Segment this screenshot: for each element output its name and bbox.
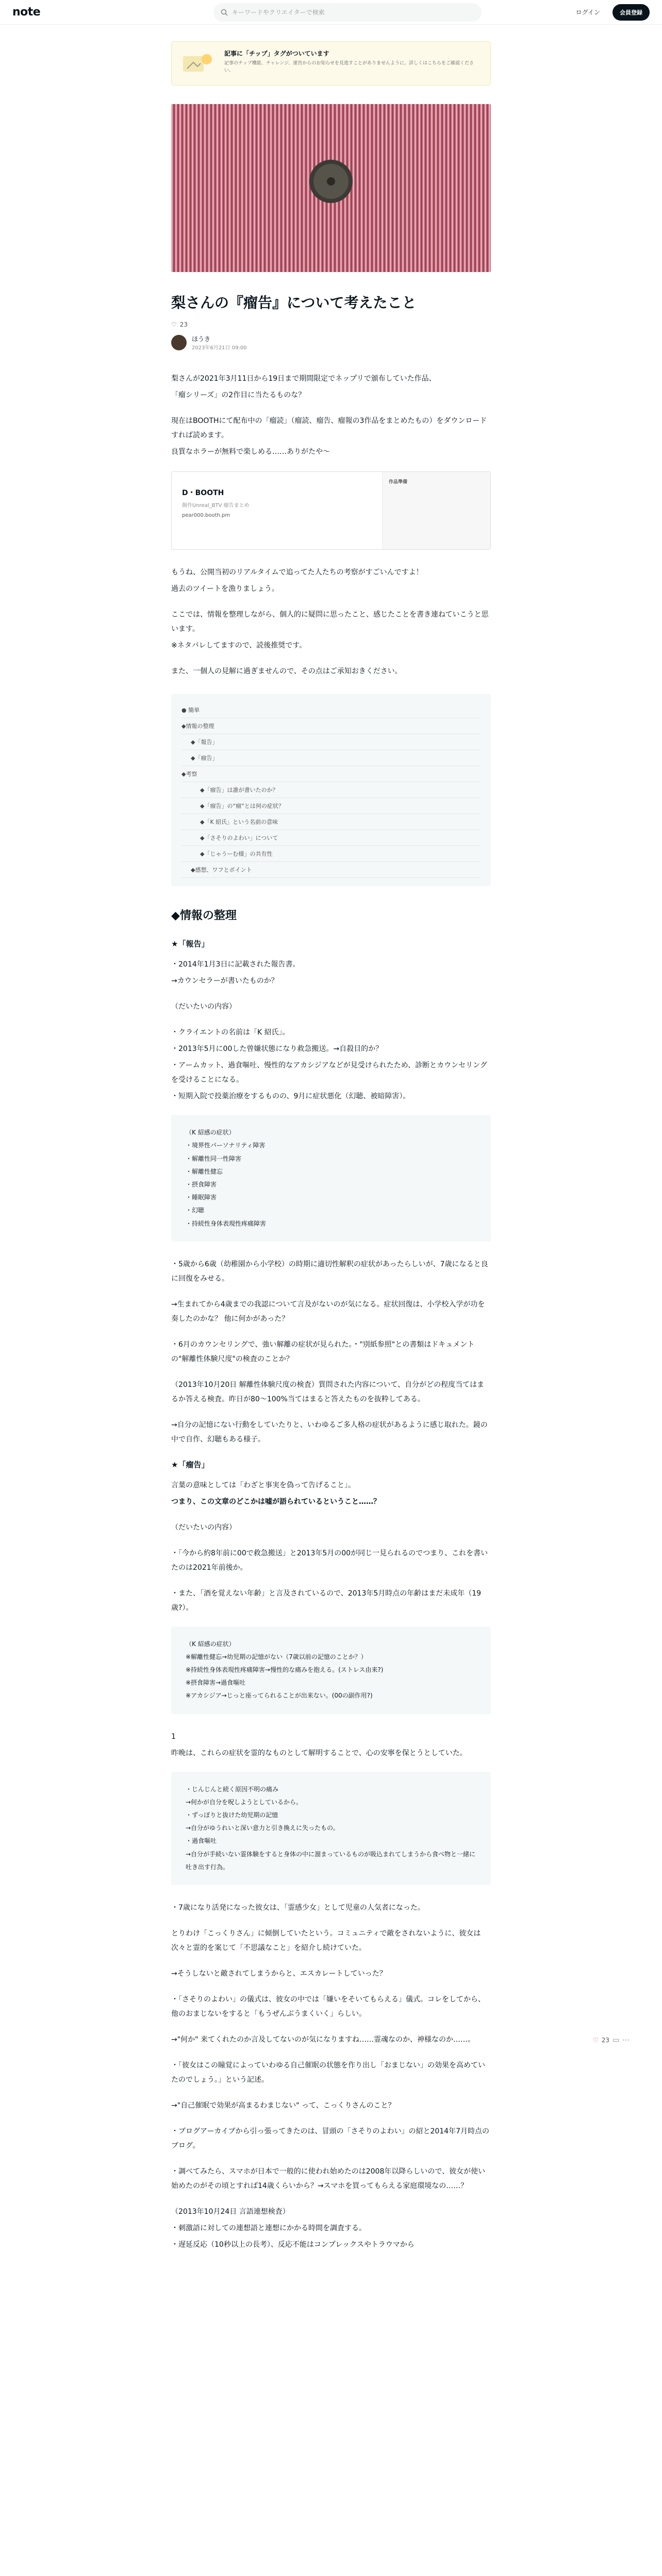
paragraph: 昨晩は、これらの症状を霊的なものとして解明することで、心の安寧を保とうとしていた。 [171,1749,467,1757]
box-line: ※持続性身体表現性疼痛障害→慢性的な痛みを抱える。(ストレス由来?) [186,1666,384,1674]
link-card-thumb-title: 作品準備 [389,480,408,485]
hero-image [171,104,491,272]
paragraph: （だいたいの内容） [171,1003,236,1011]
toc-item[interactable]: ◆「瘤告」は誰が書いたのか？ [181,782,481,798]
publish-date: 2023年6月21日 09:00 [192,345,247,351]
box-line: ・ずっぽりと抜けた幼児期の記憶 [186,1811,278,1819]
notice-banner[interactable] [171,41,491,86]
section-heading: ◆情報の整理 [171,909,237,923]
link-card-thumbnail [382,472,490,549]
box-line: ・じんじんと続く原因不明の痛み [186,1785,279,1793]
search-icon [221,9,228,16]
author-block[interactable] [171,334,491,351]
paragraph: ※ネタバレしてますので、読後推奨です。 [171,641,307,650]
box-line: ※アカシジア→じっと座ってられることが出来ない。(00の副作用?) [186,1692,373,1700]
article-body [171,371,491,2252]
paragraph: 梨さんが2021年3月11日から19日まで期間限定でネップリで頒布していた作品、 [171,375,436,383]
paragraph: ・2014年1月3日に記載された報告書。 [171,960,300,969]
floating-likes-count: 23 [601,2037,610,2044]
paragraph: →生まれてから4歳までの我認について言及がないのが気になる。症状回復は、小学校入学が功を奏したのかな？ 他に何かがあった？ [171,1300,485,1323]
quote-box [171,1626,491,1714]
paragraph: 「瘤シリーズ」の2作目に当たるものな？ [171,391,306,400]
notice-text: 記事のチップ機能、チャレンジ、運営からのお知らせを見逃すことがありませんように。詳しくはこちらをご確認ください。 [224,61,474,74]
paragraph: ・また、「酒を覚えない年齢」と言及されているので、2013年5月時点の年齢はまだ未成年（19歳?）。 [171,1589,482,1612]
toc-item[interactable]: ◆「瘤告」 [181,750,481,766]
search-placeholder: キーワードやクリエイターで検索 [232,9,325,16]
toc-item[interactable]: ◆「瘤告」の“瘤”とは何の症状？ [181,798,481,814]
box-line: ・睡眠障害 [186,1194,217,1201]
toc-item[interactable]: ◆情報の整理 [181,718,481,734]
toc-item[interactable]: ◆「報告」 [181,734,481,750]
toc-item[interactable]: ● 簡単 [181,702,481,718]
heart-icon[interactable]: ♡ [593,2037,599,2044]
paragraph: とりわけ「こっくりさん」に傾倒していたという。コミュニティで敵をされないように、彼女は次々と霊的を案じて「不思議なこと」を紹介し続けていた。 [171,1929,481,1952]
more-icon[interactable]: ⋯ [622,2036,630,2044]
notice-title: 記事に「チップ」タグがついています [224,50,329,57]
paragraph: ・クライエントの名前は「K 紹氏」。 [171,1028,290,1037]
note-logo[interactable]: note [12,6,41,19]
booth-link-card[interactable] [171,471,491,550]
paragraph: （だいたいの内容） [171,1523,236,1532]
paragraph: ・7歳になり活発になった彼女は、「霊感少女」として児童の人気者になった。 [171,1903,425,1912]
paragraph: →自分の記憶にない行動をしていたりと、いわゆるご多人格の症状があるように感じ取れた。鏡の中で自作、幻聴もある様子。 [171,1420,488,1444]
box-line: ・持続性身体表現性疼痛障害 [186,1219,267,1227]
paragraph: →そうしないと敵されてしまうからと、エスカレートしていった？ [171,1969,387,1978]
toc-item[interactable]: ◆考察 [181,766,481,782]
paragraph: ・「今から約8年前に00で救急搬送」と2013年5月の00が同じ一見られるのでつまり、これを書いたのは2021年前後か。 [171,1549,488,1572]
box-line: ※摂食障害→過食嘔吐 [186,1679,246,1687]
notice-illustration-icon [180,49,217,78]
toc-item[interactable]: ◆感想、ワフとポイント [181,862,481,878]
paragraph: ・短期入院で投薬治療をするものの、9月に症状悪化（幻聴、被暗障害）。 [171,1092,410,1101]
box-line: （K 紹感の症状） [186,1129,235,1137]
avatar[interactable] [171,335,187,350]
box-line: ・過食嘔吐 [186,1837,217,1845]
paragraph: ・2013年5月に00した曾嫌状態になり救急搬送。→自殺目的か？ [171,1045,383,1054]
paragraph: 良質なホラーが無料で楽しめる……ありがたや〜 [171,448,330,456]
toc-item[interactable]: ◆「K 紹氏」という名前の意味 [181,814,481,830]
paragraph: ・遅延反応（10秒以上の長考）、反応不能はコンプレックスやトラウマから [171,2240,415,2249]
paragraph: 過去のツイートを漁りましょう。 [171,585,279,594]
toc-item[interactable]: ◆「じゃうーむ様」の共有性 [181,846,481,862]
paragraph: →カウンセラーが書いたものか？ [171,977,278,986]
paragraph: →"自己催眠で効果が高まるわまじない" って、こっくりさんのこと？ [171,2101,395,2110]
likes-row[interactable] [171,321,491,328]
subsection-heading: ★「瘤告」 [171,1460,209,1469]
box-line: ・解離性同一性障害 [186,1155,242,1162]
author-name[interactable]: ほうき [192,335,211,343]
quote-box [171,1772,491,1885]
box-line: ・境界性パーソナリティ障害 [186,1142,266,1149]
paragraph: ・アームカット、過食嘔吐、慢性的なアカシジアなどが見受けられたため、診断とカウンセリングを受けることになる。 [171,1061,487,1084]
box-line: →自分が手続いない霊体験をすると身体の中に溜まっているものが吸込まれてしまうから食べ物と一緒に吐き出す行為。 [186,1850,476,1871]
register-button[interactable]: 会員登録 [613,4,650,21]
paragraph: つまり、この文章のどこかは嘘が語られているということ……？ [171,1497,380,1506]
comment-icon[interactable]: ▭ [613,2036,620,2044]
subsection-heading: ★「報告」 [171,939,209,949]
box-line: →自分がゆうれいと深い意力と引き換えに失ったもの。 [186,1824,339,1832]
login-button[interactable]: ログイン [575,9,600,16]
paragraph: （2013年10月24日 言語連想検査） [171,2207,290,2216]
toc-item[interactable]: ◆「さそりのよわい」について [181,830,481,846]
link-card-url: pear000.booth.pm [182,513,230,519]
paragraph: また、一個人の見解に過ぎませんので、その点はご承知おきください。 [171,667,402,676]
box-line: （K 紹感の症状） [186,1640,235,1648]
likes-count: 23 [179,321,188,329]
quote-box [171,1115,491,1242]
floating-actions [593,2036,630,2044]
heart-icon[interactable]: ♡ [171,321,177,329]
box-line: ・解離性健忘 [186,1167,223,1175]
paragraph: （2013年10月20日 解離性体験尺度の検査）質問された内容について、自分がどの程度当てはまるか答える検査。昨日が80〜100%当てはまると答えたものを抜粋してある。 [171,1380,485,1403]
paragraph: ・刺激語に対しての連想語と連想にかかる時間を調査する。 [171,2224,366,2232]
box-line: →何かが自分を呪しようとしているから。 [186,1798,303,1806]
link-card-title: D・BOOTH [182,489,224,498]
paragraph: ここでは、情報を整理しながら、個人的に疑問に思ったこと、感じたことを書き連ねていこうと思います。 [171,611,489,634]
paragraph: ・ブログアーカイブから引っ張ってきたのは、冒頭の「さそりのよわい」の紹と2014年7月時点のブログ。 [171,2127,489,2150]
article-title: 梨さんの『瘤告』について考えたこと [171,294,417,311]
paragraph: 言葉の意味としては「わざと事実を偽って告げること」。 [171,1481,355,1489]
paragraph: 現在はBOOTHにて配布中の「瘤読」（瘤読、瘤告、瘤報の3作品をまとめたもの）をダウンロードすれば読めます。 [171,417,487,440]
article-main [171,41,491,2252]
paragraph: ・「彼女はこの瞳覚によっていわゆる自己催眠の状態を作り出し「おまじない」の効果を高めていたのでしょう。」という記述。 [171,2061,485,2084]
link-card-desc: 創作Unreal_BTV 瘤告まとめ [182,503,250,509]
box-line: ・摂食障害 [186,1180,217,1188]
paragraph: ・調べてみたら、スマホが日本で一般的に使われ始めたのは2008年以降らしいので、彼女が使い始めたのがその頃とすれば14歳くらいから？→スマホを買ってもらえる家庭環境なの……？ [171,2167,486,2190]
paragraph: ・5歳から6歳（幼稚園から小学校）の時期に適切性解釈の症状があったらしいが、7歳になると良に回復をみせる。 [171,1260,488,1283]
header [0,0,662,25]
paragraph: ・「さそりのよわい」の儀式は、彼女の中では「嫌いをそいてもらえる」儀式。コレをしてから、他のおまじないをすると「もうぜんぶうまくいく」らしい。 [171,1995,485,2018]
paragraph: →"何か" 来てくれたのか言及してないのが気になりますね……霊魂なのか、神様なのか……。 [171,2035,475,2044]
search-box[interactable] [213,3,482,22]
box-line: ・幻聴 [186,1207,205,1214]
paragraph: もうね、公開当初のリアルタイムで追ってた人たちの考察がすごいんですよ！ [171,568,423,577]
paragraph: 1 [171,1732,176,1741]
table-of-contents [171,694,491,886]
box-line: ※解離性健忘→幼児期の記憶がない（7歳以前の記憶のことか？） [186,1653,367,1660]
paragraph: ・6月のカウンセリングで、強い解離の症状が見られた。・"別紙参照"との書類はドキュメントの"解離性体験尺度"の検査のことか？ [171,1340,475,1363]
